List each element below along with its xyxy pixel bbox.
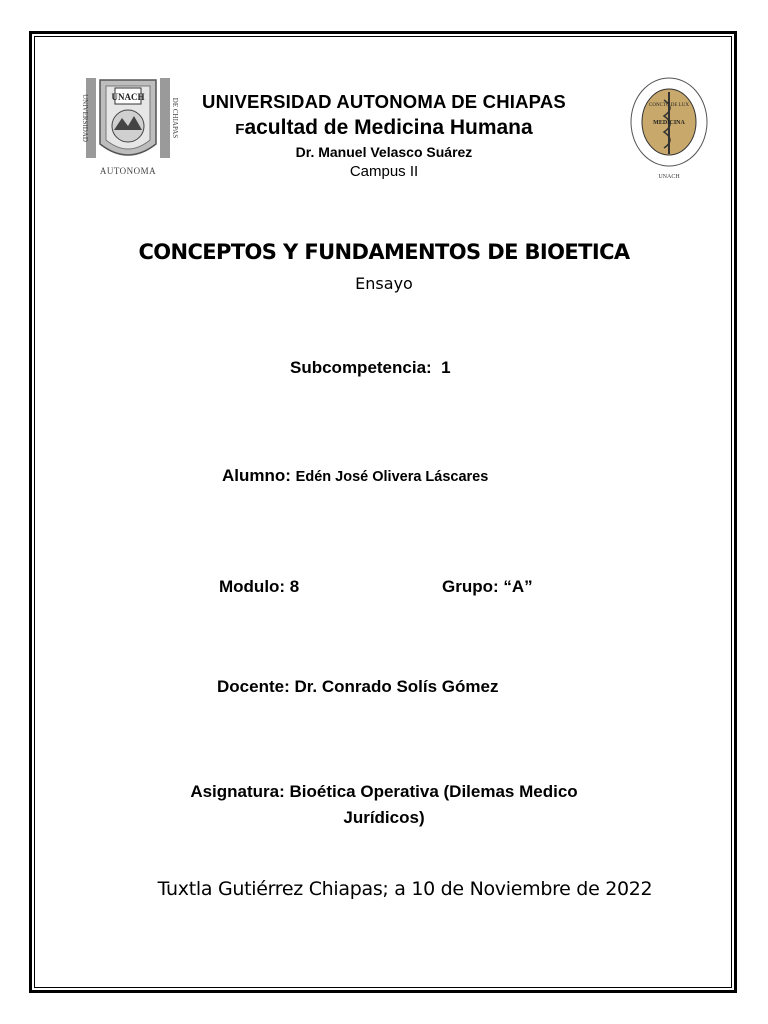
asignatura-line-2: Jurídicos) (343, 808, 425, 827)
faculty-honoree-name: Dr. Manuel Velasco Suárez (295, 144, 473, 160)
svg-text:DE CHIAPAS: DE CHIAPAS (171, 97, 179, 139)
document-subtitle: Ensayo (355, 274, 413, 293)
svg-text:UNIVERSIDAD: UNIVERSIDAD (81, 94, 89, 142)
alumno-name: Edén José Olivera Láscares (295, 469, 489, 485)
subcompetencia-label: Subcompetencia: (290, 358, 432, 377)
svg-text:AUTONOMA: AUTONOMA (99, 166, 157, 176)
grupo-label: Grupo: “A” (442, 577, 533, 596)
faculty-title-initial: F (235, 121, 245, 138)
svg-text:UNACH: UNACH (658, 174, 680, 180)
university-name: UNIVERSIDAD AUTONOMA DE CHIAPAS (202, 91, 566, 112)
faculty-title-rest: acultad de Medicina Humana (244, 116, 533, 139)
asignatura-line-1: Asignatura: Bioética Operativa (Dilemas Medico (190, 782, 578, 801)
document-date: Tuxtla Gutiérrez Chiapas; a 10 de Noviembre de 2022 (157, 878, 653, 900)
modulo-label: Modulo: 8 (219, 577, 300, 596)
faculty-title (150, 116, 618, 140)
svg-text:MEDICINA: MEDICINA (653, 120, 685, 126)
subcompetencia-line (290, 358, 451, 378)
svg-text:CONCTO DE LUX: CONCTO DE LUX (649, 103, 689, 108)
subcompetencia-value: 1 (441, 358, 451, 377)
alumno-label: Alumno: (222, 466, 291, 485)
svg-text:UNACH: UNACH (111, 92, 145, 102)
campus-label: Campus II (349, 163, 419, 180)
document-title: CONCEPTOS Y FUNDAMENTOS DE BIOETICA (138, 240, 630, 264)
docente-label: Docente: Dr. Conrado Solís Gómez (217, 677, 499, 696)
alumno-line (222, 466, 488, 486)
faculty-medicine-seal-icon (628, 72, 710, 182)
